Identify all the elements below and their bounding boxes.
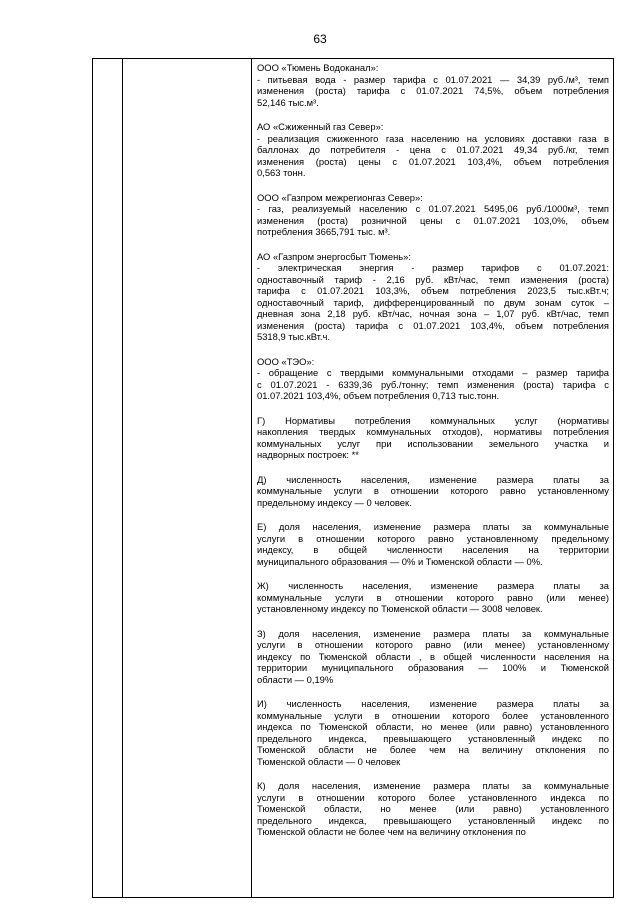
content-paragraph [257, 192, 609, 238]
text-line: Тюменской области, но менее (или равно) установленного [257, 803, 609, 814]
text-line: 5318,9 тыс.кВт.ч. [257, 331, 330, 342]
text-line: одноставочный тариф - 2,16 руб. кВт/час, темп изменения (роста) [257, 273, 609, 285]
text-line: - обращение с твердыми коммунальными отходами – размер тарифа [257, 367, 609, 378]
text-line: - электрическая энергия - размер тарифов с 01.07.2021: [257, 262, 609, 273]
text-line: изменения (роста) цены с 01.07.2021 103,4%, объем потребления [257, 155, 609, 167]
text-line: - газ, реализуемый населению с 01.07.2021 5495,06 руб./1000м³, темп [257, 203, 609, 214]
text-line: К) доля населения, изменение размера платы за коммунальные [257, 780, 609, 791]
text-line: услуги в отношении которого равно установленному предельному [257, 532, 609, 544]
text-line: индекса по Тюменской области, но менее (или равно) установленного [257, 721, 609, 732]
text-line: установленному индексу по Тюменской области — 3008 человек. [257, 603, 543, 614]
text-line: тарифа с 01.07.2021 103,3%, объем потребления 2023,5 тыс.кВт.ч; [257, 285, 609, 296]
text-line: территории муниципального образования — 100% и Тюменской [257, 662, 609, 673]
text-line: Г) Нормативы потребления коммунальных услуг (нормативы [257, 414, 609, 426]
text-line: изменения (роста) розничной цены с 01.07.2021 103,0%, объем [257, 214, 609, 226]
text-line: 01.07.2021 103,4%, объем потребления 0,713 тыс.тонн. [257, 390, 500, 401]
content-paragraph [257, 415, 609, 461]
text-line: предельному индексу — 0 человек. [257, 496, 412, 508]
text-line: Тюменской области — 0 человек [257, 755, 401, 767]
content-paragraph [257, 251, 609, 343]
text-line: АО «Газпром энергосбыт Тюмень»: [257, 250, 411, 262]
text-line: З) доля населения, изменение размера платы за коммунальные [257, 627, 609, 639]
text-line: И) численность населения, изменение размера платы за [257, 698, 609, 709]
text-line: Е) доля населения, изменение размера платы за коммунальные [257, 521, 609, 532]
content-paragraph [257, 356, 609, 402]
table-column-number [93, 59, 123, 897]
content-paragraph [257, 580, 609, 615]
content-paragraph [257, 780, 609, 838]
text-line: потребления 3665,791 тыс. м³. [257, 226, 391, 237]
text-line: АО «Сжиженный газ Север»: [257, 121, 384, 132]
content-paragraph [257, 628, 609, 686]
text-line: индексу, в общей численности населения на территории [257, 544, 609, 555]
text-line: Тюменской области не более чем на величину отклонения по [257, 826, 526, 837]
text-line: надворных построек: ** [257, 449, 359, 460]
content-paragraph [257, 62, 609, 108]
text-line: ООО «ТЭО»: [257, 355, 315, 367]
text-line: 0,563 тонн. [257, 167, 306, 178]
table-column-indicator [123, 59, 252, 897]
content-paragraph [257, 121, 609, 179]
text-line: коммунальные услуги в отношении которого более установленного [257, 709, 609, 721]
text-line: предельного индекса, превышающего установленный индекс по [257, 814, 609, 826]
text-line: Ж) численность населения, изменение размера платы за [257, 580, 609, 591]
text-line: ООО «Газпром межрегионгаз Север»: [257, 191, 423, 203]
text-line: с 01.07.2021 - 6339,36 руб./тонну; темп изменения (роста) тарифа с [257, 378, 609, 390]
text-line: услуги в отношении которого равно (или менее) установленному [257, 639, 609, 650]
text-line: изменения (роста) тарифа с 01.07.2021 103,4%, объем потребления [257, 319, 609, 331]
content-paragraph [257, 698, 609, 767]
text-line: Д) численность населения, изменение размера платы за [257, 473, 609, 485]
text-line: - реализация сжиженного газа населению на условиях доставки газа в [257, 132, 609, 144]
text-line: предельного индекса, превышающего установленный индекс по [257, 732, 609, 744]
text-line: области — 0,19% [257, 673, 334, 685]
text-line: 52,146 тыс.м³. [257, 96, 319, 108]
text-line: - питьевая вода - размер тарифа с 01.07.2021 — 34,39 руб./м³, темп [257, 73, 609, 85]
document-table [92, 58, 614, 898]
page-number: 63 [313, 32, 327, 46]
content-paragraph [257, 521, 609, 567]
text-line: дневная зона 2,18 руб. кВт/час, ночная зона – 1,07 руб. кВт/час, темп [257, 308, 609, 319]
text-line: муниципального образования — 0% и Тюменской области — 0%. [257, 555, 543, 567]
text-line: ООО «Тюмень Водоканал»: [257, 62, 379, 73]
text-line: изменения (роста) тарифа с 01.07.2021 74,5%, объем потребления [257, 85, 609, 96]
text-line: услуги в отношении которого более установленного индекса по [257, 791, 609, 803]
text-line: накопления твердых коммунальных отходов), нормативы потребления [257, 426, 609, 437]
text-line: индексу по Тюменской области , в общей численности населения на [257, 650, 609, 662]
text-line: коммунальные услуги в отношении которого равно установленному [257, 485, 609, 496]
text-line: Тюменской области не более чем на величину отклонения по [257, 744, 609, 755]
table-column-content [252, 59, 613, 897]
text-line: баллонах до потребителя - цена с 01.07.2021 49,34 руб./кг, темп [257, 144, 609, 155]
content-paragraph [257, 474, 609, 509]
text-line: коммунальные услуги в отношении которого равно (или менее) [257, 591, 609, 603]
text-line: коммунальных услуг при использовании земельного участка и [257, 437, 609, 449]
text-line: одноставочный тариф, дифференцированный по двум зонам суток – [257, 296, 609, 308]
